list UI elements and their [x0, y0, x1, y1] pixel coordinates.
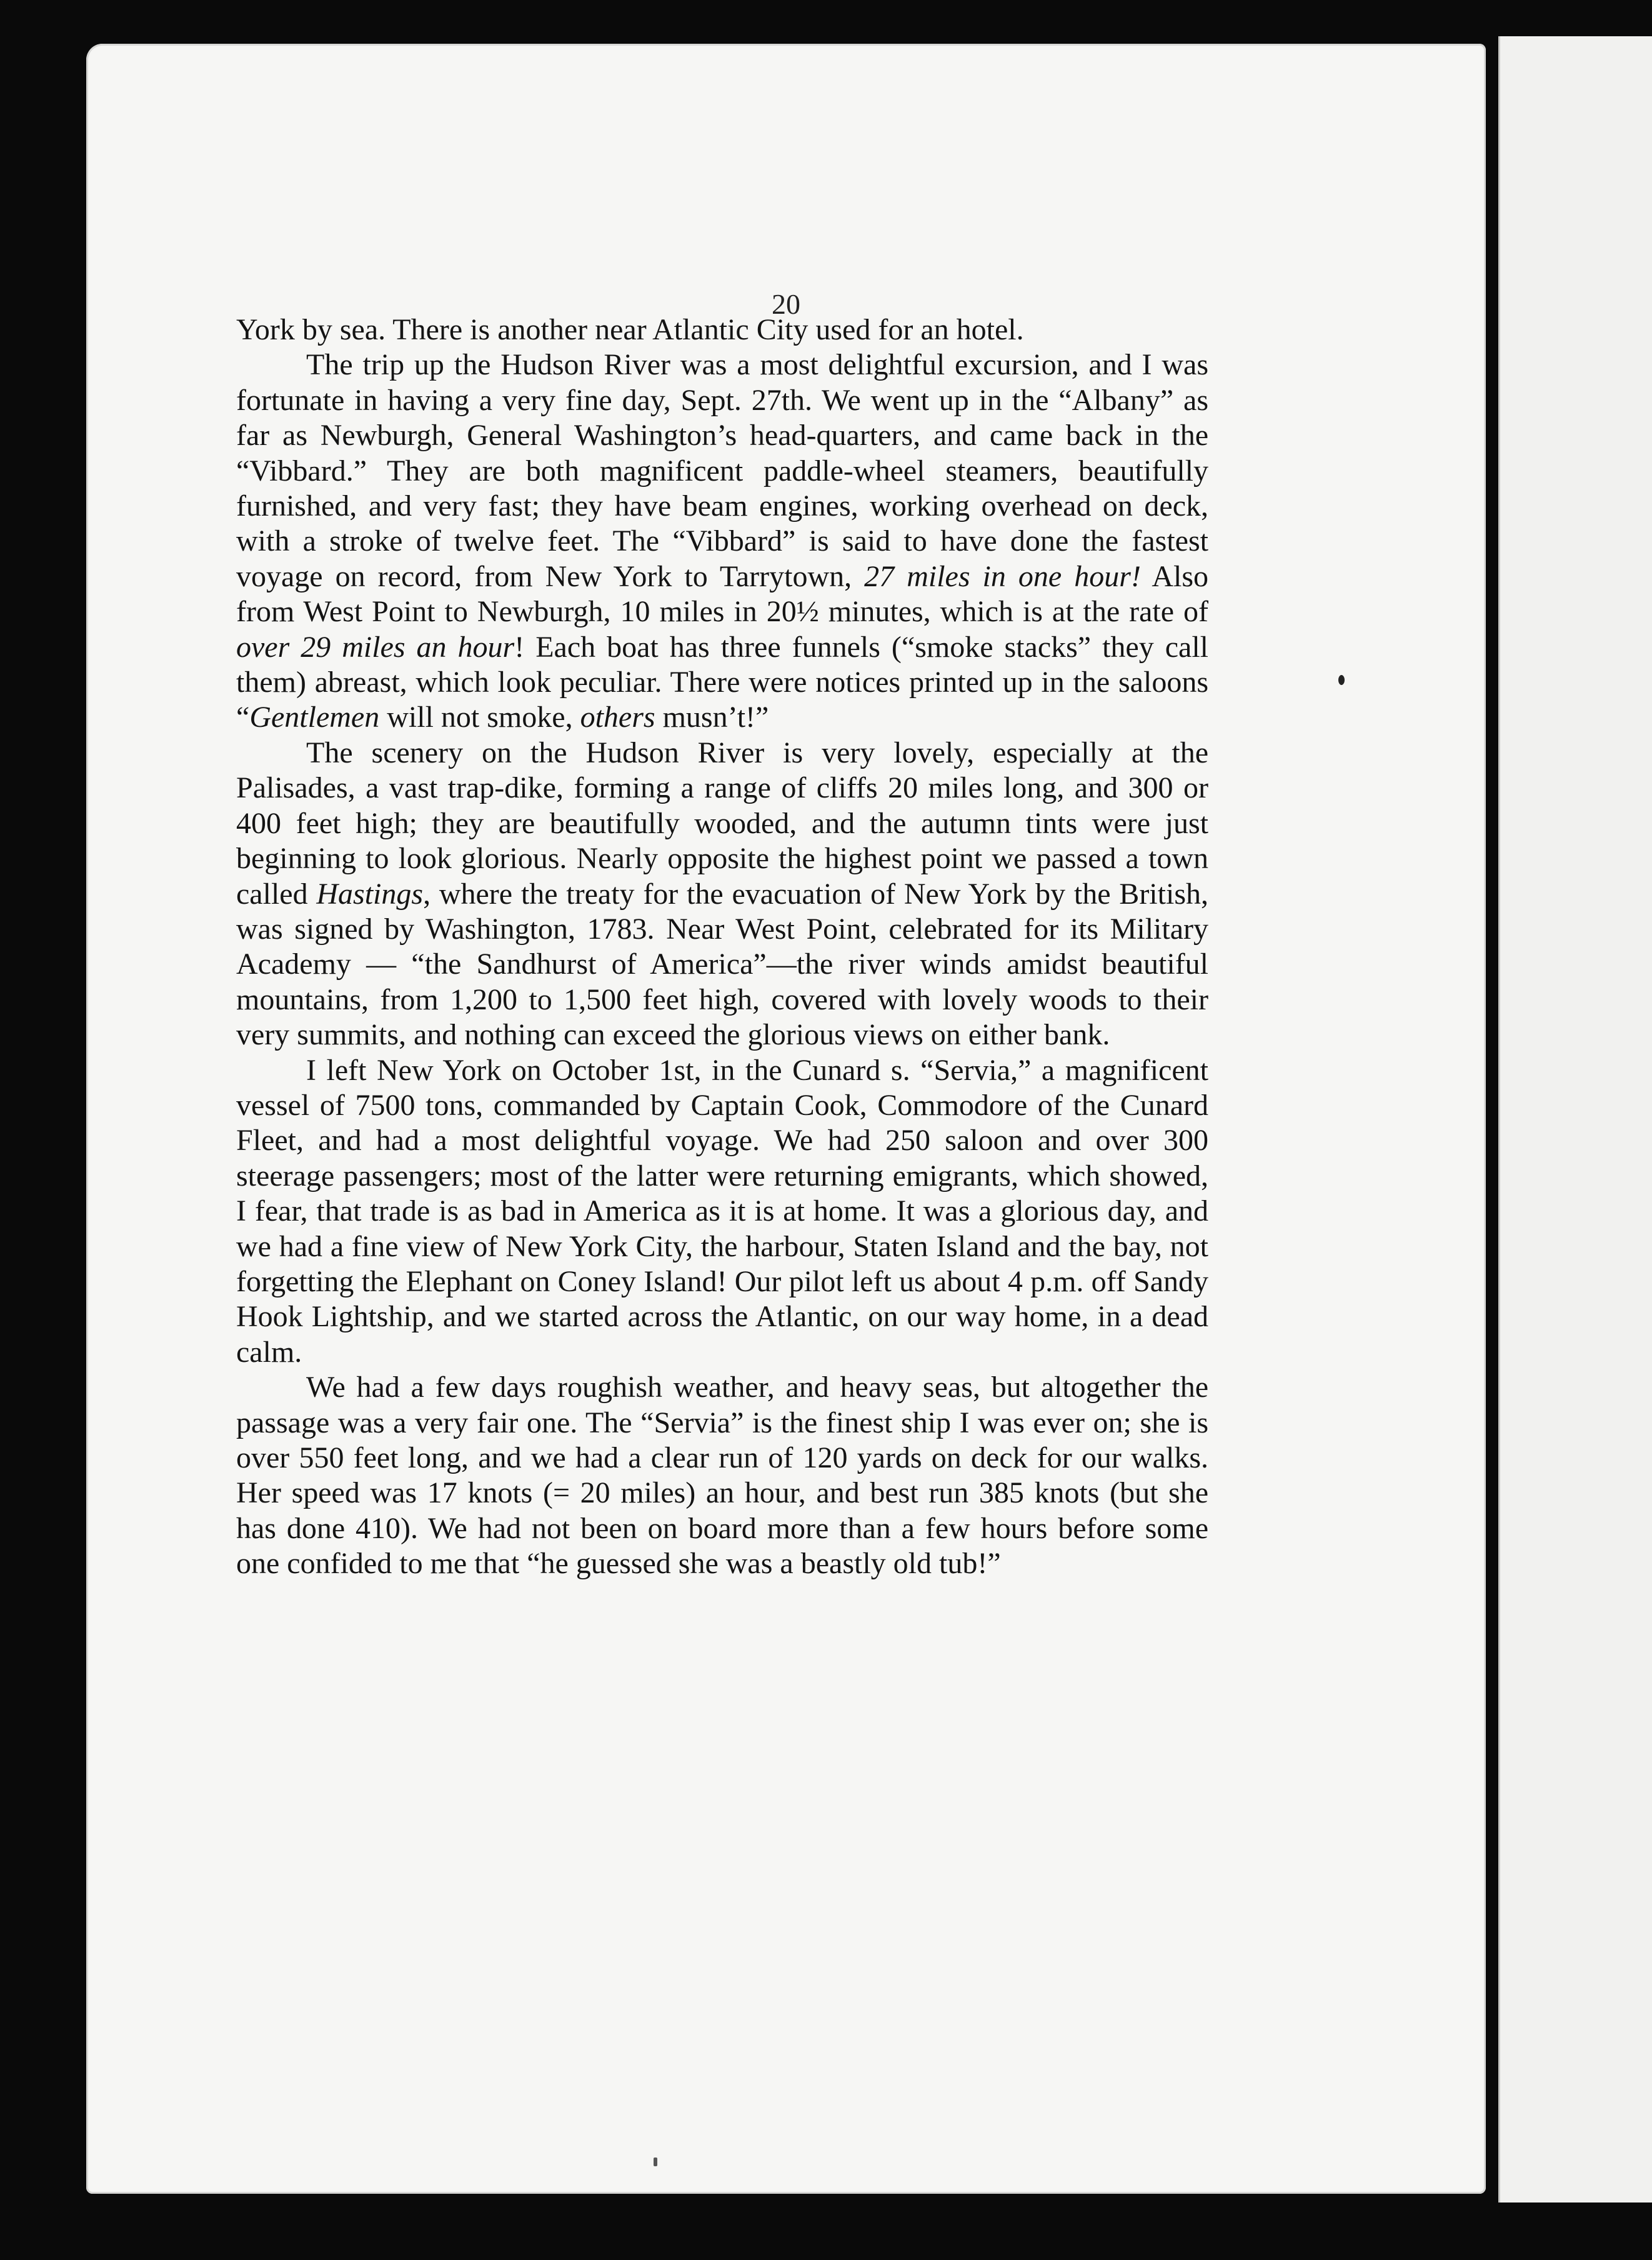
- text-run: The scenery on the Hudson River is very lovely, especially at the Palisades, a vast trap-dike, forming a range of cliffs 20 miles long, and 300 or 400 feet high; they are beautifully wooded, and the autumn tints were just beginning to look glorious. Nearly opposite the highest point we passed a town called: [236, 736, 1208, 911]
- paragraph: [236, 1370, 1208, 1581]
- text-run: I left New York on October 1st, in the Cunard s. “Servia,” a magnificent vessel of 7500 tons, commanded by Captain Cook, Commodore of the Cunard Fleet, and had a most delightful voyage. We had 250 saloon and over 300 steerage passengers; most of the latter were returning emigrants, which showed, I fear, that trade is as bad in America as it is at home. It was a glorious day, and we had a fine view of New York City, the harbour, Staten Island and the bay, not forgetting the Elephant on Coney Island! Our pilot left us about 4 p.m. off Sandy Hook Lightship, and we started across the Atlantic, on our way home, in a dead calm.: [236, 1053, 1208, 1369]
- footer-mark: [654, 2158, 657, 2166]
- text-run: We had a few days roughish weather, and heavy seas, but altogether the passage was a very fair one. The “Servia” is the finest ship I was ever on; she is over 550 feet long, and we had a clear run of 120 yards on deck for our walks. Her speed was 17 knots (= 20 miles) an hour, and best run 385 knots (but she has done 410). We had not been on board more than a few hours before some one confided to me that “he guessed she was a beastly old tub!”: [236, 1371, 1208, 1581]
- body-text: [236, 312, 1208, 1582]
- paragraph: [236, 312, 1208, 348]
- italic-text: others: [580, 701, 655, 734]
- text-run: York by sea. There is another near Atlantic City used for an hotel.: [236, 313, 1024, 346]
- text-run: ! Each boat has three funnels (“smoke stacks” they call them) abreast, which look peculiar. There were notices printed up in the saloons “: [236, 630, 1208, 734]
- paragraph: [236, 348, 1208, 735]
- text-run: will not smoke,: [379, 701, 580, 734]
- italic-text: Gentlemen: [249, 701, 380, 734]
- paper-speck: [1338, 675, 1345, 685]
- italic-text: over 29 miles an hour: [236, 630, 515, 664]
- text-run: The trip up the Hudson River was a most delightful excursion, and I was fortunate in having a very fine day, Sept. 27th. We went up in the “Albany” as far as Newburgh, General Washington’s head-quarters, and came back in the “Vibbard.” They are both magnificent paddle-wheel steamers, beautifully furnished, and very fast; they have beam engines, working overhead on deck, with a stroke of twelve feet. The “Vibbard” is said to have done the fastest voyage on record, from New York to Tarrytown,: [236, 348, 1208, 593]
- text-run: musn’t!”: [655, 701, 769, 734]
- text-run: , where the treaty for the evacuation of New York by the British, was signed by Washington, 1783. Near West Point, celebrated for its Military Academy — “the Sandhurst of America”—the river winds amidst beautiful mountains, from 1,200 to 1,500 feet high, covered with lovely woods to their very summits, and nothing can exceed the glorious views on either bank.: [236, 877, 1208, 1052]
- italic-text: Hastings: [316, 877, 424, 911]
- paragraph: [236, 1053, 1208, 1371]
- paragraph: [236, 736, 1208, 1053]
- adjacent-page-edge: [1498, 36, 1652, 2202]
- italic-text: 27 miles in one hour!: [864, 559, 1141, 593]
- page-number: 20: [772, 288, 800, 320]
- text-run: Also from West Point to Newburgh, 10 miles in 20½ minutes, which is at the rate of: [236, 559, 1209, 629]
